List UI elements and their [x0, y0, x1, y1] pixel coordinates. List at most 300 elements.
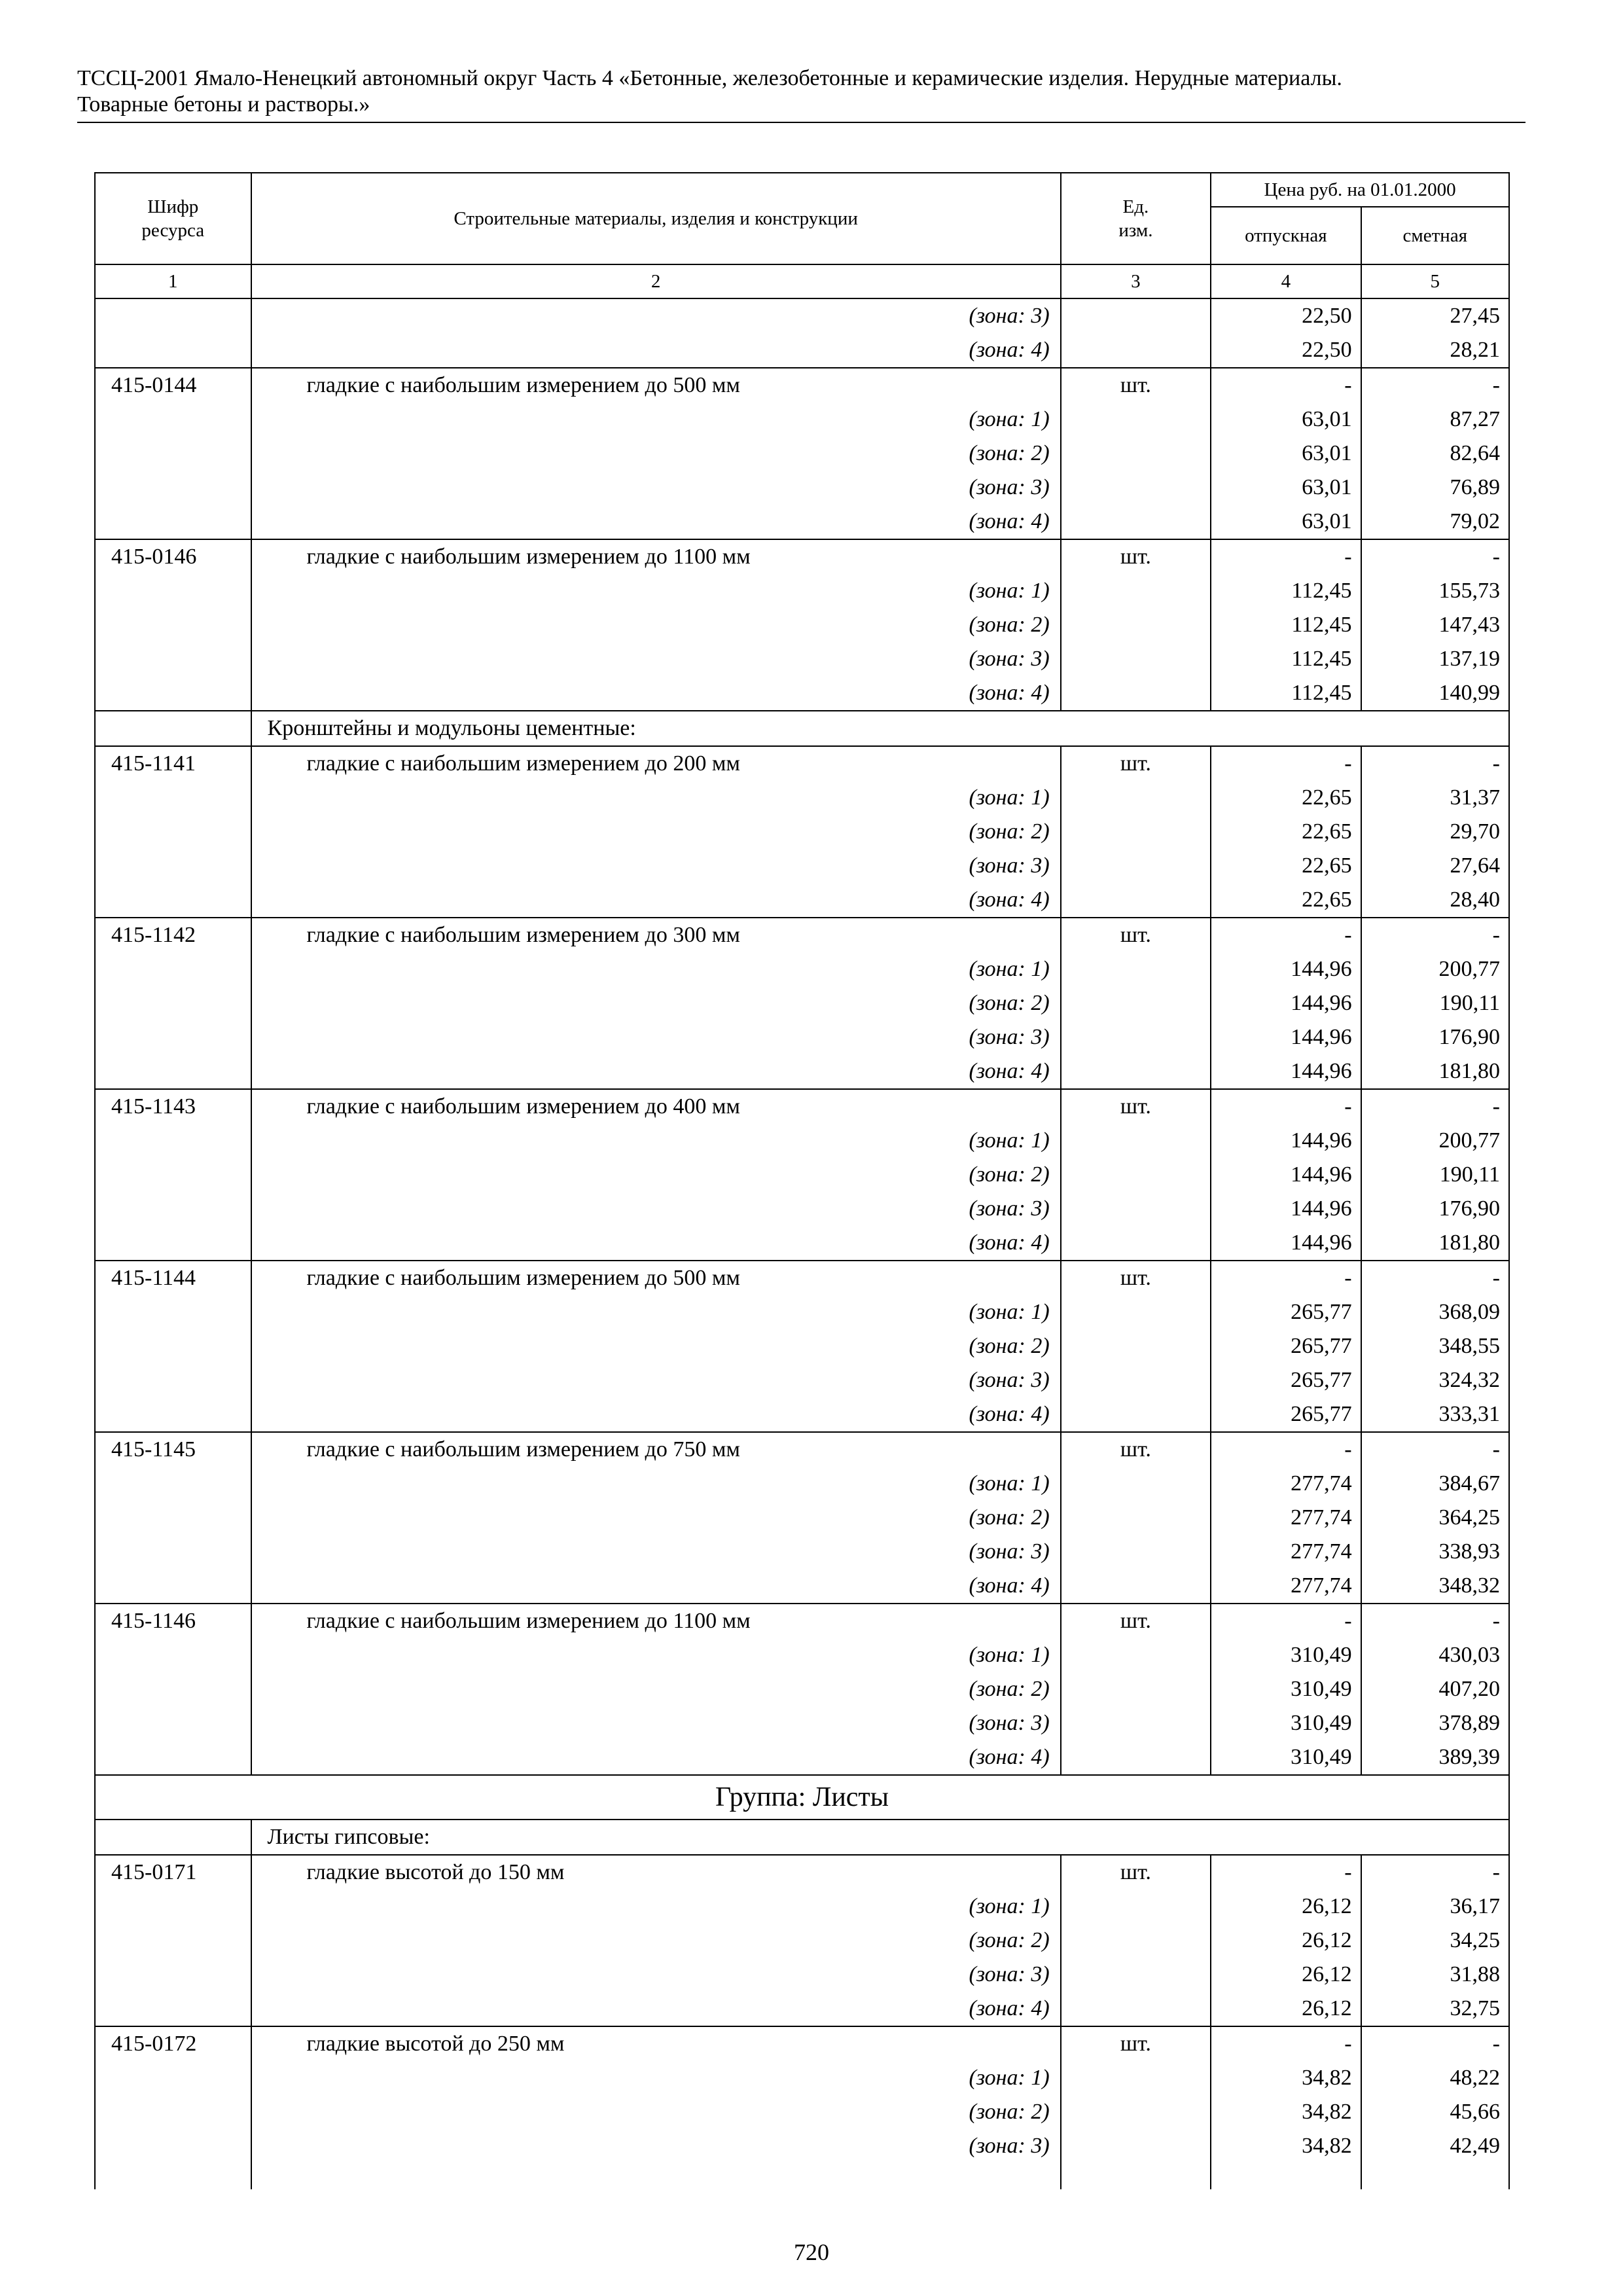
resource-code-empty	[95, 815, 251, 849]
estimate-price: -	[1361, 2026, 1509, 2061]
release-price: -	[1211, 1604, 1361, 1638]
unit-cell-empty	[1061, 781, 1211, 815]
estimate-price: 348,32	[1361, 1569, 1509, 1604]
zone-row	[95, 1054, 1509, 1089]
unit-cell: шт.	[1061, 2026, 1211, 2061]
zone-row	[95, 1706, 1509, 1740]
zone-label: (зона: 2)	[251, 1924, 1061, 1958]
estimate-price: 137,19	[1361, 642, 1509, 676]
zone-row	[95, 1501, 1509, 1535]
page-number: 720	[794, 2239, 829, 2265]
header-rule	[77, 122, 1525, 123]
estimate-price: 45,66	[1361, 2095, 1509, 2129]
estimate-price: 31,37	[1361, 781, 1509, 815]
resource-code-empty	[95, 2095, 251, 2129]
zone-row	[95, 1192, 1509, 1226]
zone-label: (зона: 2)	[251, 986, 1061, 1020]
estimate-price: 430,03	[1361, 1638, 1509, 1672]
resource-code: 415-1145	[95, 1432, 251, 1467]
resource-code-empty	[95, 1397, 251, 1432]
unit-cell-empty	[1061, 1535, 1211, 1569]
continuation-cell	[1361, 2163, 1509, 2189]
resource-code-empty	[95, 711, 251, 746]
zone-row	[95, 2061, 1509, 2095]
estimate-price: 82,64	[1361, 437, 1509, 471]
unit-cell-empty	[1061, 298, 1211, 333]
estimate-price: -	[1361, 1432, 1509, 1467]
zone-label: (зона: 2)	[251, 1672, 1061, 1706]
zone-label: (зона: 4)	[251, 676, 1061, 711]
resource-code-empty	[95, 986, 251, 1020]
estimate-price: 29,70	[1361, 815, 1509, 849]
release-price: 22,65	[1211, 815, 1361, 849]
zone-label: (зона: 3)	[251, 298, 1061, 333]
zone-label: (зона: 1)	[251, 2061, 1061, 2095]
zone-row	[95, 1329, 1509, 1363]
zone-row	[95, 1158, 1509, 1192]
zone-label: (зона: 4)	[251, 1992, 1061, 2026]
page-header	[77, 65, 1517, 118]
release-price: 34,82	[1211, 2129, 1361, 2163]
zone-row	[95, 471, 1509, 505]
unit-cell-empty	[1061, 1192, 1211, 1226]
zone-row	[95, 1295, 1509, 1329]
resource-code-empty	[95, 676, 251, 711]
item-name: гладкие с наибольшим измерением до 500 мм	[251, 1261, 1061, 1295]
zone-label: (зона: 3)	[251, 849, 1061, 883]
zone-row	[95, 1924, 1509, 1958]
zone-label: (зона: 2)	[251, 608, 1061, 642]
table-body	[95, 298, 1509, 2189]
unit-cell-empty	[1061, 1295, 1211, 1329]
resource-code: 415-1142	[95, 918, 251, 952]
item-name: гладкие с наибольшим измерением до 1100 мм	[251, 539, 1061, 574]
zone-label: (зона: 3)	[251, 1192, 1061, 1226]
resource-code-empty	[95, 642, 251, 676]
estimate-price: -	[1361, 1604, 1509, 1638]
estimate-price: -	[1361, 1089, 1509, 1124]
table-continuation	[95, 2163, 1509, 2189]
resource-code-empty	[95, 1569, 251, 1604]
release-price: 144,96	[1211, 1158, 1361, 1192]
zone-row	[95, 1672, 1509, 1706]
estimate-price: 32,75	[1361, 1992, 1509, 2026]
zone-row	[95, 1020, 1509, 1054]
unit-cell: шт.	[1061, 746, 1211, 781]
resource-code-empty	[95, 471, 251, 505]
unit-cell-empty	[1061, 849, 1211, 883]
release-price: 265,77	[1211, 1295, 1361, 1329]
unit-cell-empty	[1061, 574, 1211, 608]
release-price: 22,65	[1211, 781, 1361, 815]
zone-row	[95, 2095, 1509, 2129]
resource-code-empty	[95, 574, 251, 608]
resource-code-empty	[95, 1740, 251, 1775]
release-price: 63,01	[1211, 403, 1361, 437]
zone-label: (зона: 2)	[251, 815, 1061, 849]
release-price: 63,01	[1211, 471, 1361, 505]
unit-cell: шт.	[1061, 1604, 1211, 1638]
unit-cell-empty	[1061, 2095, 1211, 2129]
unit-cell-empty	[1061, 2129, 1211, 2163]
estimate-price: 324,32	[1361, 1363, 1509, 1397]
release-price: 277,74	[1211, 1501, 1361, 1535]
estimate-price: -	[1361, 1855, 1509, 1890]
resource-code-empty	[95, 1467, 251, 1501]
resource-code-empty	[95, 1054, 251, 1089]
unit-cell-empty	[1061, 1501, 1211, 1535]
resource-code-empty	[95, 1329, 251, 1363]
zone-row	[95, 883, 1509, 918]
item-name: гладкие с наибольшим измерением до 1100 мм	[251, 1604, 1061, 1638]
unit-cell-empty	[1061, 1890, 1211, 1924]
zone-label: (зона: 1)	[251, 1124, 1061, 1158]
zone-row	[95, 1124, 1509, 1158]
zone-label: (зона: 3)	[251, 1535, 1061, 1569]
estimate-price: 190,11	[1361, 986, 1509, 1020]
zone-label: (зона: 3)	[251, 471, 1061, 505]
unit-cell-empty	[1061, 1706, 1211, 1740]
zone-label: (зона: 2)	[251, 437, 1061, 471]
zone-row	[95, 952, 1509, 986]
estimate-price: 200,77	[1361, 952, 1509, 986]
release-price: 277,74	[1211, 1569, 1361, 1604]
estimate-price: 31,88	[1361, 1958, 1509, 1992]
unit-cell-empty	[1061, 1329, 1211, 1363]
subheading-text: Кронштейны и модульоны цементные:	[251, 711, 1509, 746]
unit-cell-empty	[1061, 1397, 1211, 1432]
unit-cell: шт.	[1061, 1089, 1211, 1124]
unit-cell-empty	[1061, 1992, 1211, 2026]
column-number-1: 1	[95, 264, 251, 298]
group-title: Группа: Листы	[95, 1775, 1509, 1820]
estimate-price: 176,90	[1361, 1192, 1509, 1226]
item-name: гладкие с наибольшим измерением до 400 мм	[251, 1089, 1061, 1124]
unit-cell-empty	[1061, 676, 1211, 711]
release-price: 310,49	[1211, 1706, 1361, 1740]
continuation-cell	[95, 2163, 251, 2189]
zone-row	[95, 298, 1509, 333]
column-number-4: 4	[1211, 264, 1361, 298]
price-table	[94, 172, 1510, 2189]
resource-code-empty	[95, 608, 251, 642]
resource-code-empty	[95, 437, 251, 471]
estimate-price: 338,93	[1361, 1535, 1509, 1569]
resource-code-empty	[95, 298, 251, 333]
release-price: 112,45	[1211, 574, 1361, 608]
item-row	[95, 2026, 1509, 2061]
estimate-price: 28,21	[1361, 333, 1509, 368]
resource-code: 415-0172	[95, 2026, 251, 2061]
header-title-line-2: Товарные бетоны и растворы.»	[77, 92, 370, 117]
unit-cell: шт.	[1061, 1855, 1211, 1890]
unit-cell-empty	[1061, 471, 1211, 505]
header-estimate-price: сметная	[1361, 207, 1509, 264]
estimate-price: 181,80	[1361, 1054, 1509, 1089]
resource-code: 415-0146	[95, 539, 251, 574]
unit-cell-empty	[1061, 1672, 1211, 1706]
resource-code: 415-1143	[95, 1089, 251, 1124]
zone-label: (зона: 1)	[251, 1638, 1061, 1672]
unit-cell: шт.	[1061, 918, 1211, 952]
release-price: 112,45	[1211, 608, 1361, 642]
estimate-price: -	[1361, 746, 1509, 781]
unit-cell-empty	[1061, 608, 1211, 642]
zone-label: (зона: 4)	[251, 505, 1061, 539]
estimate-price: 181,80	[1361, 1226, 1509, 1261]
zone-label: (зона: 4)	[251, 1569, 1061, 1604]
zone-row	[95, 1740, 1509, 1775]
release-price: 265,77	[1211, 1363, 1361, 1397]
zone-row	[95, 986, 1509, 1020]
release-price: 277,74	[1211, 1535, 1361, 1569]
release-price: 112,45	[1211, 642, 1361, 676]
resource-code-empty	[95, 1226, 251, 1261]
release-price: 112,45	[1211, 676, 1361, 711]
subheading-text: Листы гипсовые:	[251, 1820, 1509, 1855]
item-name: гладкие высотой до 250 мм	[251, 2026, 1061, 2061]
estimate-price: 79,02	[1361, 505, 1509, 539]
estimate-price: 200,77	[1361, 1124, 1509, 1158]
header-name: Строительные материалы, изделия и конструкции	[251, 173, 1061, 264]
release-price: 144,96	[1211, 1226, 1361, 1261]
estimate-price: 364,25	[1361, 1501, 1509, 1535]
item-row	[95, 1261, 1509, 1295]
estimate-price: 190,11	[1361, 1158, 1509, 1192]
resource-code-empty	[95, 1820, 251, 1855]
release-price: 34,82	[1211, 2061, 1361, 2095]
unit-cell-empty	[1061, 1638, 1211, 1672]
zone-label: (зона: 3)	[251, 642, 1061, 676]
zone-row	[95, 1890, 1509, 1924]
release-price: -	[1211, 1432, 1361, 1467]
release-price: 310,49	[1211, 1672, 1361, 1706]
resource-code-empty	[95, 1124, 251, 1158]
column-number-2: 2	[251, 264, 1061, 298]
resource-code-empty	[95, 333, 251, 368]
release-price: 144,96	[1211, 1124, 1361, 1158]
estimate-price: 27,45	[1361, 298, 1509, 333]
resource-code-empty	[95, 781, 251, 815]
release-price: 26,12	[1211, 1958, 1361, 1992]
release-price: 144,96	[1211, 952, 1361, 986]
unit-cell-empty	[1061, 1740, 1211, 1775]
item-row	[95, 539, 1509, 574]
zone-label: (зона: 4)	[251, 883, 1061, 918]
zone-row	[95, 1397, 1509, 1432]
resource-code: 415-0144	[95, 368, 251, 403]
resource-code-empty	[95, 1158, 251, 1192]
subheading-row	[95, 1820, 1509, 1855]
resource-code-empty	[95, 505, 251, 539]
release-price: -	[1211, 1261, 1361, 1295]
header-price: Цена руб. на 01.01.2000	[1211, 173, 1509, 207]
release-price: 310,49	[1211, 1638, 1361, 1672]
unit-cell-empty	[1061, 1054, 1211, 1089]
table-header	[95, 173, 1509, 298]
unit-cell-empty	[1061, 1226, 1211, 1261]
resource-code-empty	[95, 1890, 251, 1924]
release-price: 26,12	[1211, 1890, 1361, 1924]
continuation-cell	[251, 2163, 1061, 2189]
resource-code-empty	[95, 883, 251, 918]
zone-label: (зона: 1)	[251, 403, 1061, 437]
estimate-price: 34,25	[1361, 1924, 1509, 1958]
estimate-price: 76,89	[1361, 471, 1509, 505]
unit-cell-empty	[1061, 642, 1211, 676]
column-number-3: 3	[1061, 264, 1211, 298]
resource-code-empty	[95, 2129, 251, 2163]
estimate-price: -	[1361, 539, 1509, 574]
unit-cell: шт.	[1061, 539, 1211, 574]
release-price: 144,96	[1211, 1192, 1361, 1226]
estimate-price: 407,20	[1361, 1672, 1509, 1706]
unit-cell-empty	[1061, 1363, 1211, 1397]
resource-code-empty	[95, 849, 251, 883]
header-unit: Ед. изм.	[1061, 173, 1211, 264]
unit-cell-empty	[1061, 437, 1211, 471]
release-price: 310,49	[1211, 1740, 1361, 1775]
item-name: гладкие с наибольшим измерением до 200 мм	[251, 746, 1061, 781]
continuation-cell	[1061, 2163, 1211, 2189]
zone-label: (зона: 3)	[251, 1363, 1061, 1397]
unit-cell-empty	[1061, 1124, 1211, 1158]
estimate-price: 42,49	[1361, 2129, 1509, 2163]
estimate-price: 147,43	[1361, 608, 1509, 642]
zone-row	[95, 1535, 1509, 1569]
estimate-price: 333,31	[1361, 1397, 1509, 1432]
item-row	[95, 918, 1509, 952]
resource-code: 415-0171	[95, 1855, 251, 1890]
release-price: 265,77	[1211, 1329, 1361, 1363]
unit-cell-empty	[1061, 333, 1211, 368]
estimate-price: 87,27	[1361, 403, 1509, 437]
resource-code-empty	[95, 1672, 251, 1706]
zone-label: (зона: 3)	[251, 1706, 1061, 1740]
continuation-cell	[1211, 2163, 1361, 2189]
resource-code-empty	[95, 1501, 251, 1535]
zone-row	[95, 608, 1509, 642]
zone-row	[95, 1363, 1509, 1397]
zone-row	[95, 1467, 1509, 1501]
release-price: 26,12	[1211, 1924, 1361, 1958]
unit-cell-empty	[1061, 1158, 1211, 1192]
release-price: -	[1211, 2026, 1361, 2061]
release-price: 277,74	[1211, 1467, 1361, 1501]
release-price: -	[1211, 539, 1361, 574]
unit-cell-empty	[1061, 2061, 1211, 2095]
release-price: 63,01	[1211, 505, 1361, 539]
zone-label: (зона: 1)	[251, 781, 1061, 815]
resource-code: 415-1146	[95, 1604, 251, 1638]
release-price: 63,01	[1211, 437, 1361, 471]
release-price: 22,50	[1211, 333, 1361, 368]
item-row	[95, 1432, 1509, 1467]
zone-row	[95, 505, 1509, 539]
resource-code-empty	[95, 1992, 251, 2026]
zone-label: (зона: 1)	[251, 574, 1061, 608]
unit-cell-empty	[1061, 1958, 1211, 1992]
unit-cell-empty	[1061, 883, 1211, 918]
estimate-price: -	[1361, 1261, 1509, 1295]
estimate-price: -	[1361, 368, 1509, 403]
release-price: 26,12	[1211, 1992, 1361, 2026]
item-row	[95, 746, 1509, 781]
zone-row	[95, 781, 1509, 815]
unit-cell: шт.	[1061, 1261, 1211, 1295]
zone-label: (зона: 3)	[251, 2129, 1061, 2163]
release-price: -	[1211, 1855, 1361, 1890]
resource-code: 415-1144	[95, 1261, 251, 1295]
release-price: -	[1211, 1089, 1361, 1124]
release-price: 144,96	[1211, 986, 1361, 1020]
zone-row	[95, 1958, 1509, 1992]
item-row	[95, 1855, 1509, 1890]
estimate-price: 368,09	[1361, 1295, 1509, 1329]
estimate-price: 155,73	[1361, 574, 1509, 608]
zone-row	[95, 574, 1509, 608]
zone-row	[95, 403, 1509, 437]
group-row	[95, 1775, 1509, 1820]
zone-row	[95, 1569, 1509, 1604]
zone-row	[95, 437, 1509, 471]
resource-code-empty	[95, 1192, 251, 1226]
zone-label: (зона: 1)	[251, 1467, 1061, 1501]
header-title-line-1: ТССЦ-2001 Ямало-Ненецкий автономный округ Часть 4 «Бетонные, железобетонные и керамические изделия. Нерудные материалы.	[77, 66, 1342, 90]
unit-cell-empty	[1061, 1467, 1211, 1501]
estimate-price: 348,55	[1361, 1329, 1509, 1363]
zone-label: (зона: 3)	[251, 1020, 1061, 1054]
subheading-row	[95, 711, 1509, 746]
release-price: 34,82	[1211, 2095, 1361, 2129]
estimate-price: 27,64	[1361, 849, 1509, 883]
unit-cell-empty	[1061, 1569, 1211, 1604]
release-price: -	[1211, 368, 1361, 403]
resource-code-empty	[95, 952, 251, 986]
release-price: 144,96	[1211, 1020, 1361, 1054]
item-name: гладкие с наибольшим измерением до 750 мм	[251, 1432, 1061, 1467]
item-row	[95, 368, 1509, 403]
resource-code-empty	[95, 2061, 251, 2095]
item-row	[95, 1604, 1509, 1638]
unit-cell-empty	[1061, 952, 1211, 986]
resource-code-empty	[95, 1535, 251, 1569]
release-price: 22,65	[1211, 849, 1361, 883]
zone-label: (зона: 1)	[251, 952, 1061, 986]
zone-row	[95, 815, 1509, 849]
unit-cell: шт.	[1061, 1432, 1211, 1467]
zone-row	[95, 676, 1509, 711]
zone-row	[95, 2129, 1509, 2163]
resource-code-empty	[95, 1924, 251, 1958]
zone-label: (зона: 2)	[251, 1501, 1061, 1535]
resource-code-empty	[95, 1638, 251, 1672]
estimate-price: 378,89	[1361, 1706, 1509, 1740]
zone-label: (зона: 4)	[251, 1054, 1061, 1089]
item-name: гладкие с наибольшим измерением до 300 мм	[251, 918, 1061, 952]
unit-cell-empty	[1061, 1020, 1211, 1054]
resource-code-empty	[95, 1363, 251, 1397]
resource-code: 415-1141	[95, 746, 251, 781]
estimate-price: 36,17	[1361, 1890, 1509, 1924]
release-price: 265,77	[1211, 1397, 1361, 1432]
zone-label: (зона: 4)	[251, 1226, 1061, 1261]
release-price: -	[1211, 746, 1361, 781]
header-code: Шифр ресурса	[95, 173, 251, 264]
release-price: -	[1211, 918, 1361, 952]
unit-cell-empty	[1061, 986, 1211, 1020]
zone-row	[95, 849, 1509, 883]
